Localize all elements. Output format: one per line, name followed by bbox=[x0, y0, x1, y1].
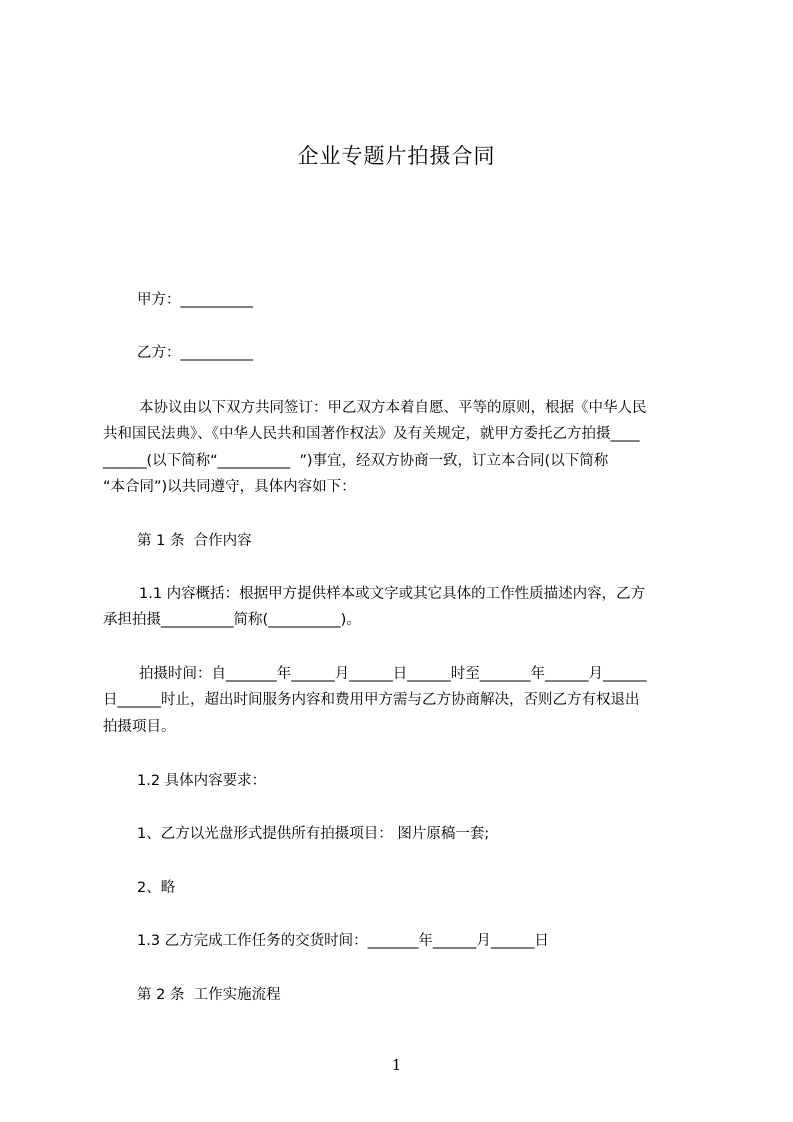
shoot-time-line-3: 拍摄项目。 bbox=[103, 719, 176, 735]
shoot-time-line-1: 拍摄时间：自_______年______月______日______时至_______年______月______ bbox=[139, 666, 647, 682]
intro-line-3: ______(以下简称“__________ ”)事宜，经双方协商一致，订立本合同(以下简称 bbox=[103, 453, 609, 469]
requirement-1: 1、乙方以光盘形式提供所有拍摄项目： 图片原稿一套; bbox=[137, 826, 490, 842]
party-b-line: 乙方：__________ bbox=[137, 345, 253, 361]
page-number: 1 bbox=[391, 1056, 402, 1074]
section-1-1-line-1: 1.1 内容概括：根据甲方提供样本或文字或其它具体的工作性质描述内容，乙方 bbox=[139, 586, 646, 602]
intro-line-1: 本协议由以下双方共同签订：甲乙双方本着自愿、平等的原则，根据《中华人民 bbox=[139, 400, 647, 416]
intro-line-4: “本合同”)以共同遵守，具体内容如下： bbox=[103, 479, 356, 495]
article-2-heading: 第 2 条 工作实施流程 bbox=[137, 987, 281, 1003]
document-title: 企业专题片拍摄合同 bbox=[297, 144, 496, 168]
section-1-2-heading: 1.2 具体内容要求： bbox=[137, 773, 267, 789]
shoot-time-line-2: 日______时止，超出时间服务内容和费用甲方需与乙方协商解决，否则乙方有权退出 bbox=[103, 692, 640, 708]
section-1-1-line-2: 承担拍摄__________简称(__________)。 bbox=[103, 612, 361, 628]
article-1-heading: 第 1 条 合作内容 bbox=[137, 533, 252, 549]
party-a-line: 甲方：__________ bbox=[137, 292, 253, 308]
intro-line-2: 共和国民法典》、《中华人民共和国著作权法》及有关规定，就甲方委托乙方拍摄____ bbox=[103, 426, 640, 442]
requirement-2: 2、略 bbox=[137, 880, 176, 896]
section-1-3: 1.3 乙方完成工作任务的交货时间：_______年______月______日 bbox=[137, 933, 549, 949]
